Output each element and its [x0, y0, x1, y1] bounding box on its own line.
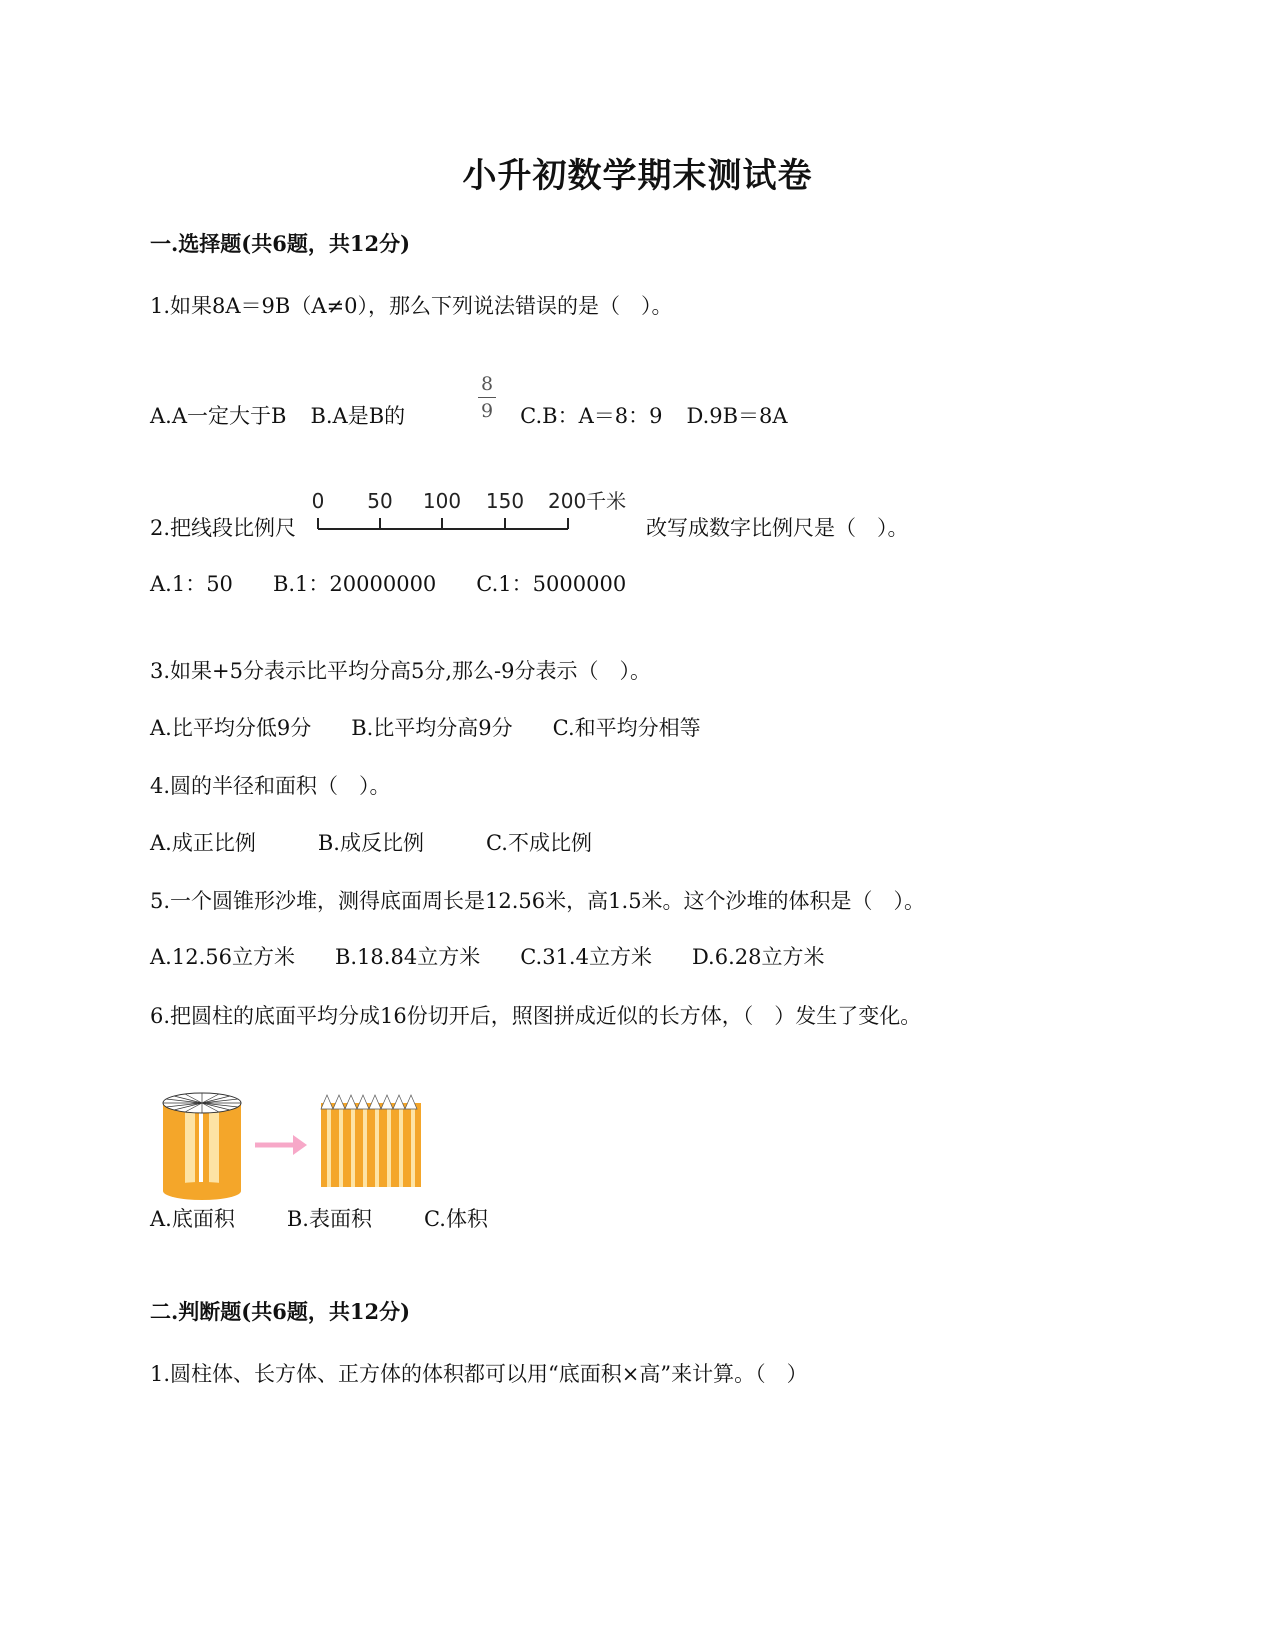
q2-option-c: C.1：5000000: [476, 572, 627, 596]
q4-option-c: C.不成比例: [485, 831, 592, 855]
question-1-stem: 1.如果8A＝9B（A≠0），那么下列说法错误的是（ ）。: [150, 294, 673, 318]
section-heading-judgement: 二.判断题(共6题，共12分): [150, 1299, 411, 1324]
cylinder-stripe: [199, 1103, 203, 1191]
question-3-options: [150, 712, 741, 742]
question-5-options: [150, 941, 865, 971]
q3-option-c: C.和平均分相等: [552, 716, 701, 740]
cylinder-to-cuboid-figure: [155, 1085, 455, 1210]
question-5-stem: 5.一个圆锥形沙堆，测得底面周长是12.56米，高1.5米。这个沙堆的体积是（ ）。: [150, 889, 926, 913]
q5-option-c: C.31.4立方米: [520, 945, 652, 969]
fraction-denominator: 9: [480, 400, 494, 422]
arrow-head: [293, 1135, 307, 1155]
q5-option-d: D.6.28立方米: [691, 945, 825, 969]
q3-option-a: A.比平均分低9分: [150, 716, 312, 740]
cylinder-stripe: [185, 1103, 195, 1191]
q1-fraction: [476, 372, 498, 423]
cylinder-top-sectors: [163, 1093, 241, 1113]
q5-option-b: B.18.84立方米: [334, 945, 481, 969]
cuboid-body: [321, 1103, 421, 1187]
scale-label-150: 150: [485, 489, 525, 513]
q2-option-a: A.1：50: [150, 572, 233, 596]
q6-option-a: A.底面积: [150, 1207, 235, 1231]
judgement-question-1-stem: 1.圆柱体、长方体、正方体的体积都可以用“底面积×高”来计算。（ ）: [150, 1362, 808, 1386]
scale-label-100: 100: [422, 489, 462, 513]
question-2-stem-pre: 2.把线段比例尺: [150, 516, 297, 540]
question-2-options: [150, 568, 666, 598]
q1-option-d: D.9B＝8A: [686, 404, 788, 428]
q6-option-b: B.表面积: [286, 1207, 372, 1231]
section-heading-choice: 一.选择题(共6题，共12分): [150, 231, 411, 256]
question-6-options: [150, 1203, 528, 1233]
scale-label-50: 50: [367, 489, 393, 513]
fraction-bar: [478, 397, 496, 398]
q5-option-a: A.12.56立方米: [150, 945, 295, 969]
question-4-stem: 4.圆的半径和面积（ ）。: [150, 774, 391, 798]
cuboid-figure: [321, 1095, 421, 1187]
scale-label-0: 0: [312, 489, 325, 513]
question-6-stem: 6.把圆柱的底面平均分成16份切开后，照图拼成近似的长方体，（ ）发生了变化。: [150, 1004, 922, 1028]
line-scale-figure: [312, 486, 632, 536]
arrow-figure: [255, 1135, 307, 1155]
q1-option-c: C.B：A＝8：9: [520, 404, 663, 428]
question-1-options: [150, 400, 788, 430]
cylinder-figure: [163, 1093, 241, 1200]
question-2-stem-post: 改写成数字比例尺是（ ）。: [646, 516, 909, 540]
q2-option-b: B.1：20000000: [272, 572, 437, 596]
page-title: 小升初数学期末测试卷: [462, 156, 813, 196]
question-3-stem: 3.如果+5分表示比平均分高5分,那么-9分表示（ ）。: [150, 659, 651, 683]
q1-option-b: B.A是B的: [310, 404, 406, 428]
scale-label-200: 200千米: [548, 489, 627, 513]
fraction-numerator: 8: [480, 373, 494, 395]
q4-option-a: A.成正比例: [150, 831, 256, 855]
q3-option-b: B.比平均分高9分: [351, 716, 513, 740]
q4-option-b: B.成反比例: [317, 831, 424, 855]
q1-option-a: A.A一定大于B: [150, 404, 287, 428]
question-4-options: [150, 827, 632, 857]
cylinder-bottom: [163, 1182, 241, 1200]
cylinder-stripe: [209, 1103, 219, 1191]
q6-option-c: C.体积: [423, 1207, 488, 1231]
